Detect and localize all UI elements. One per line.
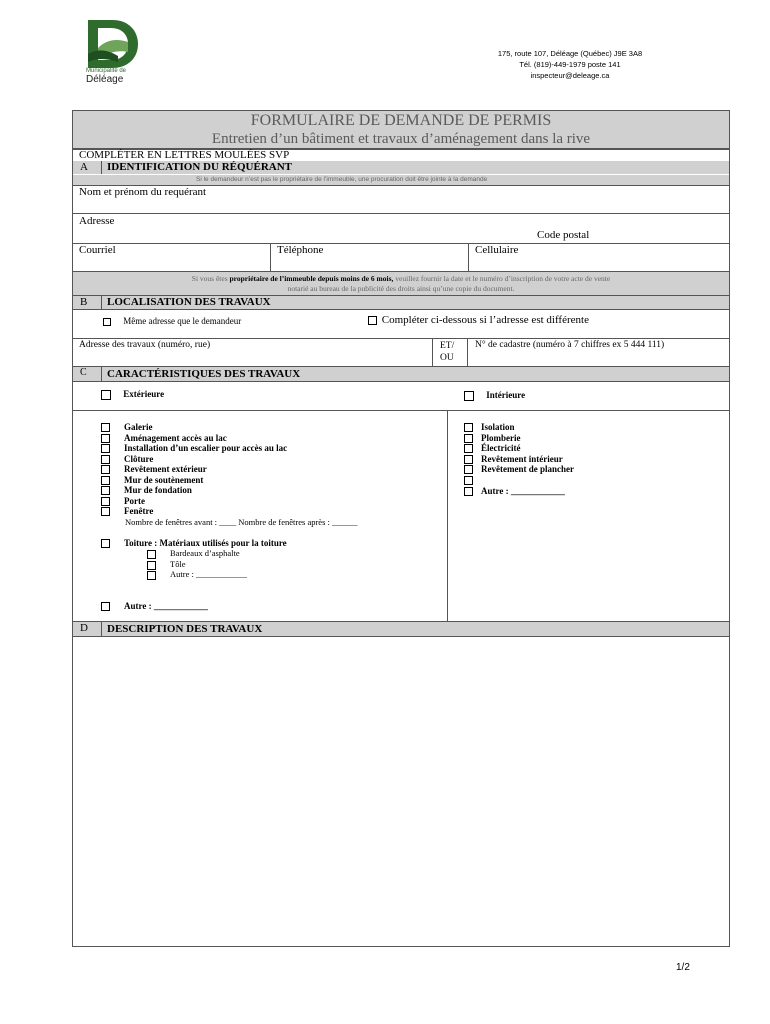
exterior-checkbox[interactable] bbox=[101, 390, 111, 400]
exterior-item[interactable] bbox=[101, 422, 153, 432]
section-d-title: DESCRIPTION DES TRAVAUX bbox=[107, 623, 263, 635]
interior-item[interactable] bbox=[464, 464, 574, 474]
name-label: Nom et prénom du requérant bbox=[79, 186, 207, 198]
interior-checkbox[interactable] bbox=[464, 391, 474, 401]
interior-item[interactable] bbox=[464, 443, 520, 453]
roof-material-item[interactable] bbox=[147, 559, 186, 570]
exterior-item-checkbox[interactable] bbox=[101, 486, 110, 495]
logo-name: Déléage bbox=[86, 74, 124, 85]
interior-item[interactable] bbox=[464, 454, 563, 464]
section-d-letter: D bbox=[80, 622, 88, 634]
same-address-label: Même adresse que le demandeur bbox=[123, 316, 242, 326]
complete-below-label: Compléter ci-dessous si l’adresse est différente bbox=[381, 314, 589, 326]
roof-material-label: Autre : ____________ bbox=[170, 569, 247, 579]
interior-item-checkbox[interactable] bbox=[464, 423, 473, 432]
exterior-item-checkbox[interactable] bbox=[101, 423, 110, 432]
complete-below-checkbox[interactable] bbox=[368, 316, 377, 325]
municipal-logo bbox=[84, 18, 140, 84]
owner-note bbox=[73, 274, 729, 294]
exterior-item-label: Revêtement extérieur bbox=[124, 464, 207, 474]
ou-label: OU bbox=[440, 353, 454, 363]
interior-item-checkbox[interactable] bbox=[464, 444, 473, 453]
form-title: FORMULAIRE DE DEMANDE DE PERMIS bbox=[250, 112, 552, 129]
interior-item-label: Isolation bbox=[481, 422, 515, 432]
windows-count-line[interactable]: Nombre de fenêtres avant : ____ Nombre de fenêtres après : ______ bbox=[125, 517, 358, 527]
deleage-d-logo-icon bbox=[84, 18, 140, 70]
same-address-checkbox[interactable] bbox=[103, 318, 111, 326]
et-ou-label bbox=[440, 340, 454, 364]
form-title-box bbox=[72, 110, 730, 149]
exterior-item[interactable] bbox=[101, 464, 207, 474]
exterior-item-label: Porte bbox=[124, 496, 145, 506]
section-c-title: CARACTÉRISTIQUES DES TRAVAUX bbox=[107, 368, 301, 380]
other-left-option[interactable] bbox=[101, 601, 208, 611]
exterior-item[interactable] bbox=[101, 475, 203, 485]
exterior-item-label: Mur de fondation bbox=[124, 485, 192, 495]
same-address-option[interactable] bbox=[103, 316, 241, 326]
interior-item[interactable] bbox=[464, 433, 521, 443]
exterior-label: Extérieure bbox=[123, 389, 165, 399]
roof-label: Toiture : Matériaux utilisés pour la toiture bbox=[124, 538, 287, 548]
roof-checkbox[interactable] bbox=[101, 539, 110, 548]
address-label: Adresse bbox=[79, 215, 115, 227]
page-number: 1/2 bbox=[676, 962, 690, 973]
other-right-label: Autre : ____________ bbox=[481, 486, 565, 496]
owner-note-bold: propriétaire de l’immeuble depuis moins de 6 mois, bbox=[229, 274, 394, 283]
interior-item[interactable] bbox=[464, 475, 481, 485]
roof-material-item[interactable] bbox=[147, 548, 240, 559]
exterior-item-label: Galerie bbox=[124, 422, 153, 432]
contact-block bbox=[470, 48, 670, 81]
exterior-item-checkbox[interactable] bbox=[101, 507, 110, 516]
roof-option[interactable] bbox=[101, 538, 287, 548]
exterior-item[interactable] bbox=[101, 496, 145, 506]
postal-code-label: Code postal bbox=[537, 229, 590, 241]
other-right-checkbox[interactable] bbox=[464, 487, 473, 496]
owner-note-line2: notarié au bureau de la publicité des droits ainsi qu’une copie du document. bbox=[287, 284, 515, 293]
section-a-letter: A bbox=[80, 161, 88, 173]
interior-item-checkbox[interactable] bbox=[464, 465, 473, 474]
exterior-option[interactable] bbox=[101, 389, 164, 400]
contact-address: 175, route 107, Déléage (Québec) J9E 3A8 bbox=[497, 49, 643, 58]
interior-option[interactable] bbox=[464, 390, 525, 401]
contact-email: inspecteur@deleage.ca bbox=[530, 71, 610, 80]
form-subtitle: Entretien d’un bâtiment et travaux d’aménagement dans la rive bbox=[211, 131, 591, 147]
other-left-checkbox[interactable] bbox=[101, 602, 110, 611]
et-label: ET/ bbox=[440, 341, 455, 351]
exterior-item[interactable] bbox=[101, 454, 153, 464]
interior-item-checkbox[interactable] bbox=[464, 476, 473, 485]
roof-material-label: Tôle bbox=[170, 559, 186, 569]
exterior-item-checkbox[interactable] bbox=[101, 444, 110, 453]
interior-item-label: Revêtement de plancher bbox=[481, 464, 574, 474]
section-c-letter: C bbox=[80, 367, 87, 378]
exterior-item[interactable] bbox=[101, 506, 153, 516]
logo-small-text: Municipalité de bbox=[86, 68, 127, 74]
other-right-option[interactable] bbox=[464, 486, 565, 496]
exterior-item-label: Aménagement accès au lac bbox=[124, 433, 227, 443]
other-left-label: Autre : ____________ bbox=[124, 601, 208, 611]
works-address-label: Adresse des travaux (numéro, rue) bbox=[79, 340, 211, 350]
roof-material-item[interactable] bbox=[147, 569, 247, 580]
exterior-item-checkbox[interactable] bbox=[101, 465, 110, 474]
exterior-item-label: Installation d’un escalier pour accès au lac bbox=[124, 443, 288, 453]
interior-item-label: Revêtement intérieur bbox=[481, 454, 563, 464]
roof-material-checkbox[interactable] bbox=[147, 571, 156, 580]
phone-label: Téléphone bbox=[277, 244, 324, 256]
owner-note-pre: Si vous êtes bbox=[191, 274, 230, 283]
owner-note-post: veuillez fournir la date et le numéro d’inscription de votre acte de vente bbox=[393, 274, 611, 283]
section-b-letter: B bbox=[80, 296, 88, 308]
interior-item-label: Plomberie bbox=[481, 433, 521, 443]
exterior-item[interactable] bbox=[101, 443, 287, 453]
interior-item-label: Électricité bbox=[481, 443, 521, 453]
interior-item[interactable] bbox=[464, 422, 515, 432]
complete-below-option[interactable] bbox=[368, 314, 589, 326]
contact-phone: Tél. (819)-449-1979 poste 141 bbox=[519, 60, 621, 69]
exterior-item[interactable] bbox=[101, 433, 227, 443]
description-textarea[interactable] bbox=[74, 638, 728, 945]
roof-material-label: Bardeaux d’asphalte bbox=[170, 548, 240, 558]
exterior-item-label: Fenêtre bbox=[124, 506, 154, 516]
exterior-item-label: Clôture bbox=[124, 454, 154, 464]
exterior-item-label: Mur de soutènement bbox=[124, 475, 204, 485]
roof-material-checkbox[interactable] bbox=[147, 550, 156, 559]
instructions: COMPLÉTER EN LETTRES MOULÉES SVP bbox=[79, 149, 290, 161]
exterior-item[interactable] bbox=[101, 485, 192, 495]
section-a-title: IDENTIFICATION DU RÉQUÉRANT bbox=[107, 161, 292, 173]
section-a-note: Si le demandeur n’est pas le propriétaire de l’immeuble, une procuration doit être jointe à la demande bbox=[196, 176, 488, 183]
interior-label: Intérieure bbox=[486, 390, 526, 400]
email-label: Courriel bbox=[79, 244, 116, 256]
section-b-title: LOCALISATION DES TRAVAUX bbox=[107, 296, 271, 308]
cell-label: Cellulaire bbox=[475, 244, 519, 256]
cadastre-label: N° de cadastre (numéro à 7 chiffres ex 5 444 111) bbox=[475, 340, 665, 350]
